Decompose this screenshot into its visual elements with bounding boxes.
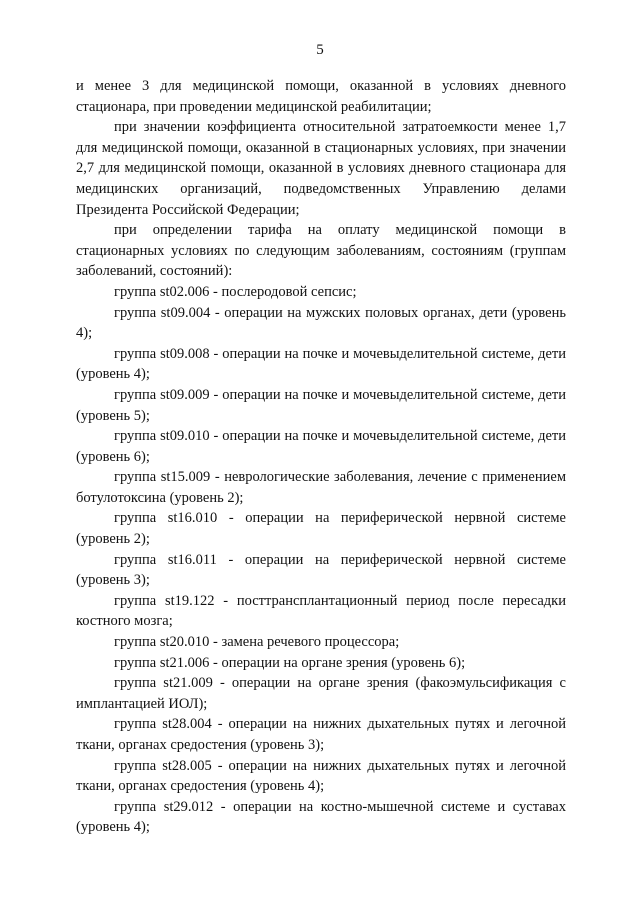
list-item-group: группа st19.122 - посттрансплантационный период после пересадки костного мозга;: [76, 592, 566, 630]
list-item-group: группа st09.010 - операции на почке и мочевыделительной системе, дети (уровень 6);: [76, 428, 566, 465]
paragraph-continuation: и менее 3 для медицинской помощи, оказанной в условиях дневного стационара, при проведении медицинской реабилитации;: [76, 78, 566, 115]
list-item-group: группа st28.004 - операции на нижних дыхательных путях и легочной ткани, органах средостения (уровень 3);: [76, 716, 566, 753]
list-item-group: группа st16.011 - операции на периферической нервной системе (уровень 3);: [76, 551, 566, 589]
page-number: 5: [316, 42, 324, 58]
list-item-group: группа st02.006 - послеродовой сепсис;: [114, 283, 357, 300]
list-item-group: группа st16.010 - операции на периферической нервной системе (уровень 2);: [76, 510, 566, 548]
list-item-group: группа st15.009 - неврологические заболевания, лечение с применением ботулотоксина (уровень 2);: [76, 469, 566, 506]
list-item-group: группа st09.009 - операции на почке и мочевыделительной системе, дети (уровень 5);: [76, 386, 566, 424]
list-item-group: группа st20.010 - замена речевого процессора;: [114, 634, 400, 651]
list-item-group: группа st21.009 - операции на органе зрения (факоэмульсификация с имплантацией ИОЛ);: [76, 675, 566, 712]
list-item-group: группа st21.006 - операции на органе зрения (уровень 6);: [114, 654, 466, 671]
document-body: [76, 76, 566, 838]
list-item-group: группа st09.008 - операции на почке и мочевыделительной системе, дети (уровень 4);: [76, 345, 566, 383]
list-item-group: группа st28.005 - операции на нижних дыхательных путях и легочной ткани, органах средостения (уровень 4);: [76, 757, 566, 795]
paragraph-tariff-intro: при определении тарифа на оплату медицинской помощи в стационарных условиях по следующим заболеваниям, состояниям (группам заболеваний, состояний):: [76, 222, 566, 280]
list-item-group: группа st09.004 - операции на мужских половых органах, дети (уровень 4);: [76, 304, 566, 342]
list-item-group: группа st29.012 - операции на костно-мышечной системе и суставах (уровень 4);: [76, 798, 566, 836]
paragraph-coefficient-condition: при значении коэффициента относительной затратоемкости менее 1,7 для медицинской помощи, оказанной в стационарных условиях, при значении 2,7 для медицинской помощи, оказанной в условиях дневного стационара для медицинских организаций, подведомственных Управлению делами Президента Российской Федерации;: [76, 119, 566, 218]
